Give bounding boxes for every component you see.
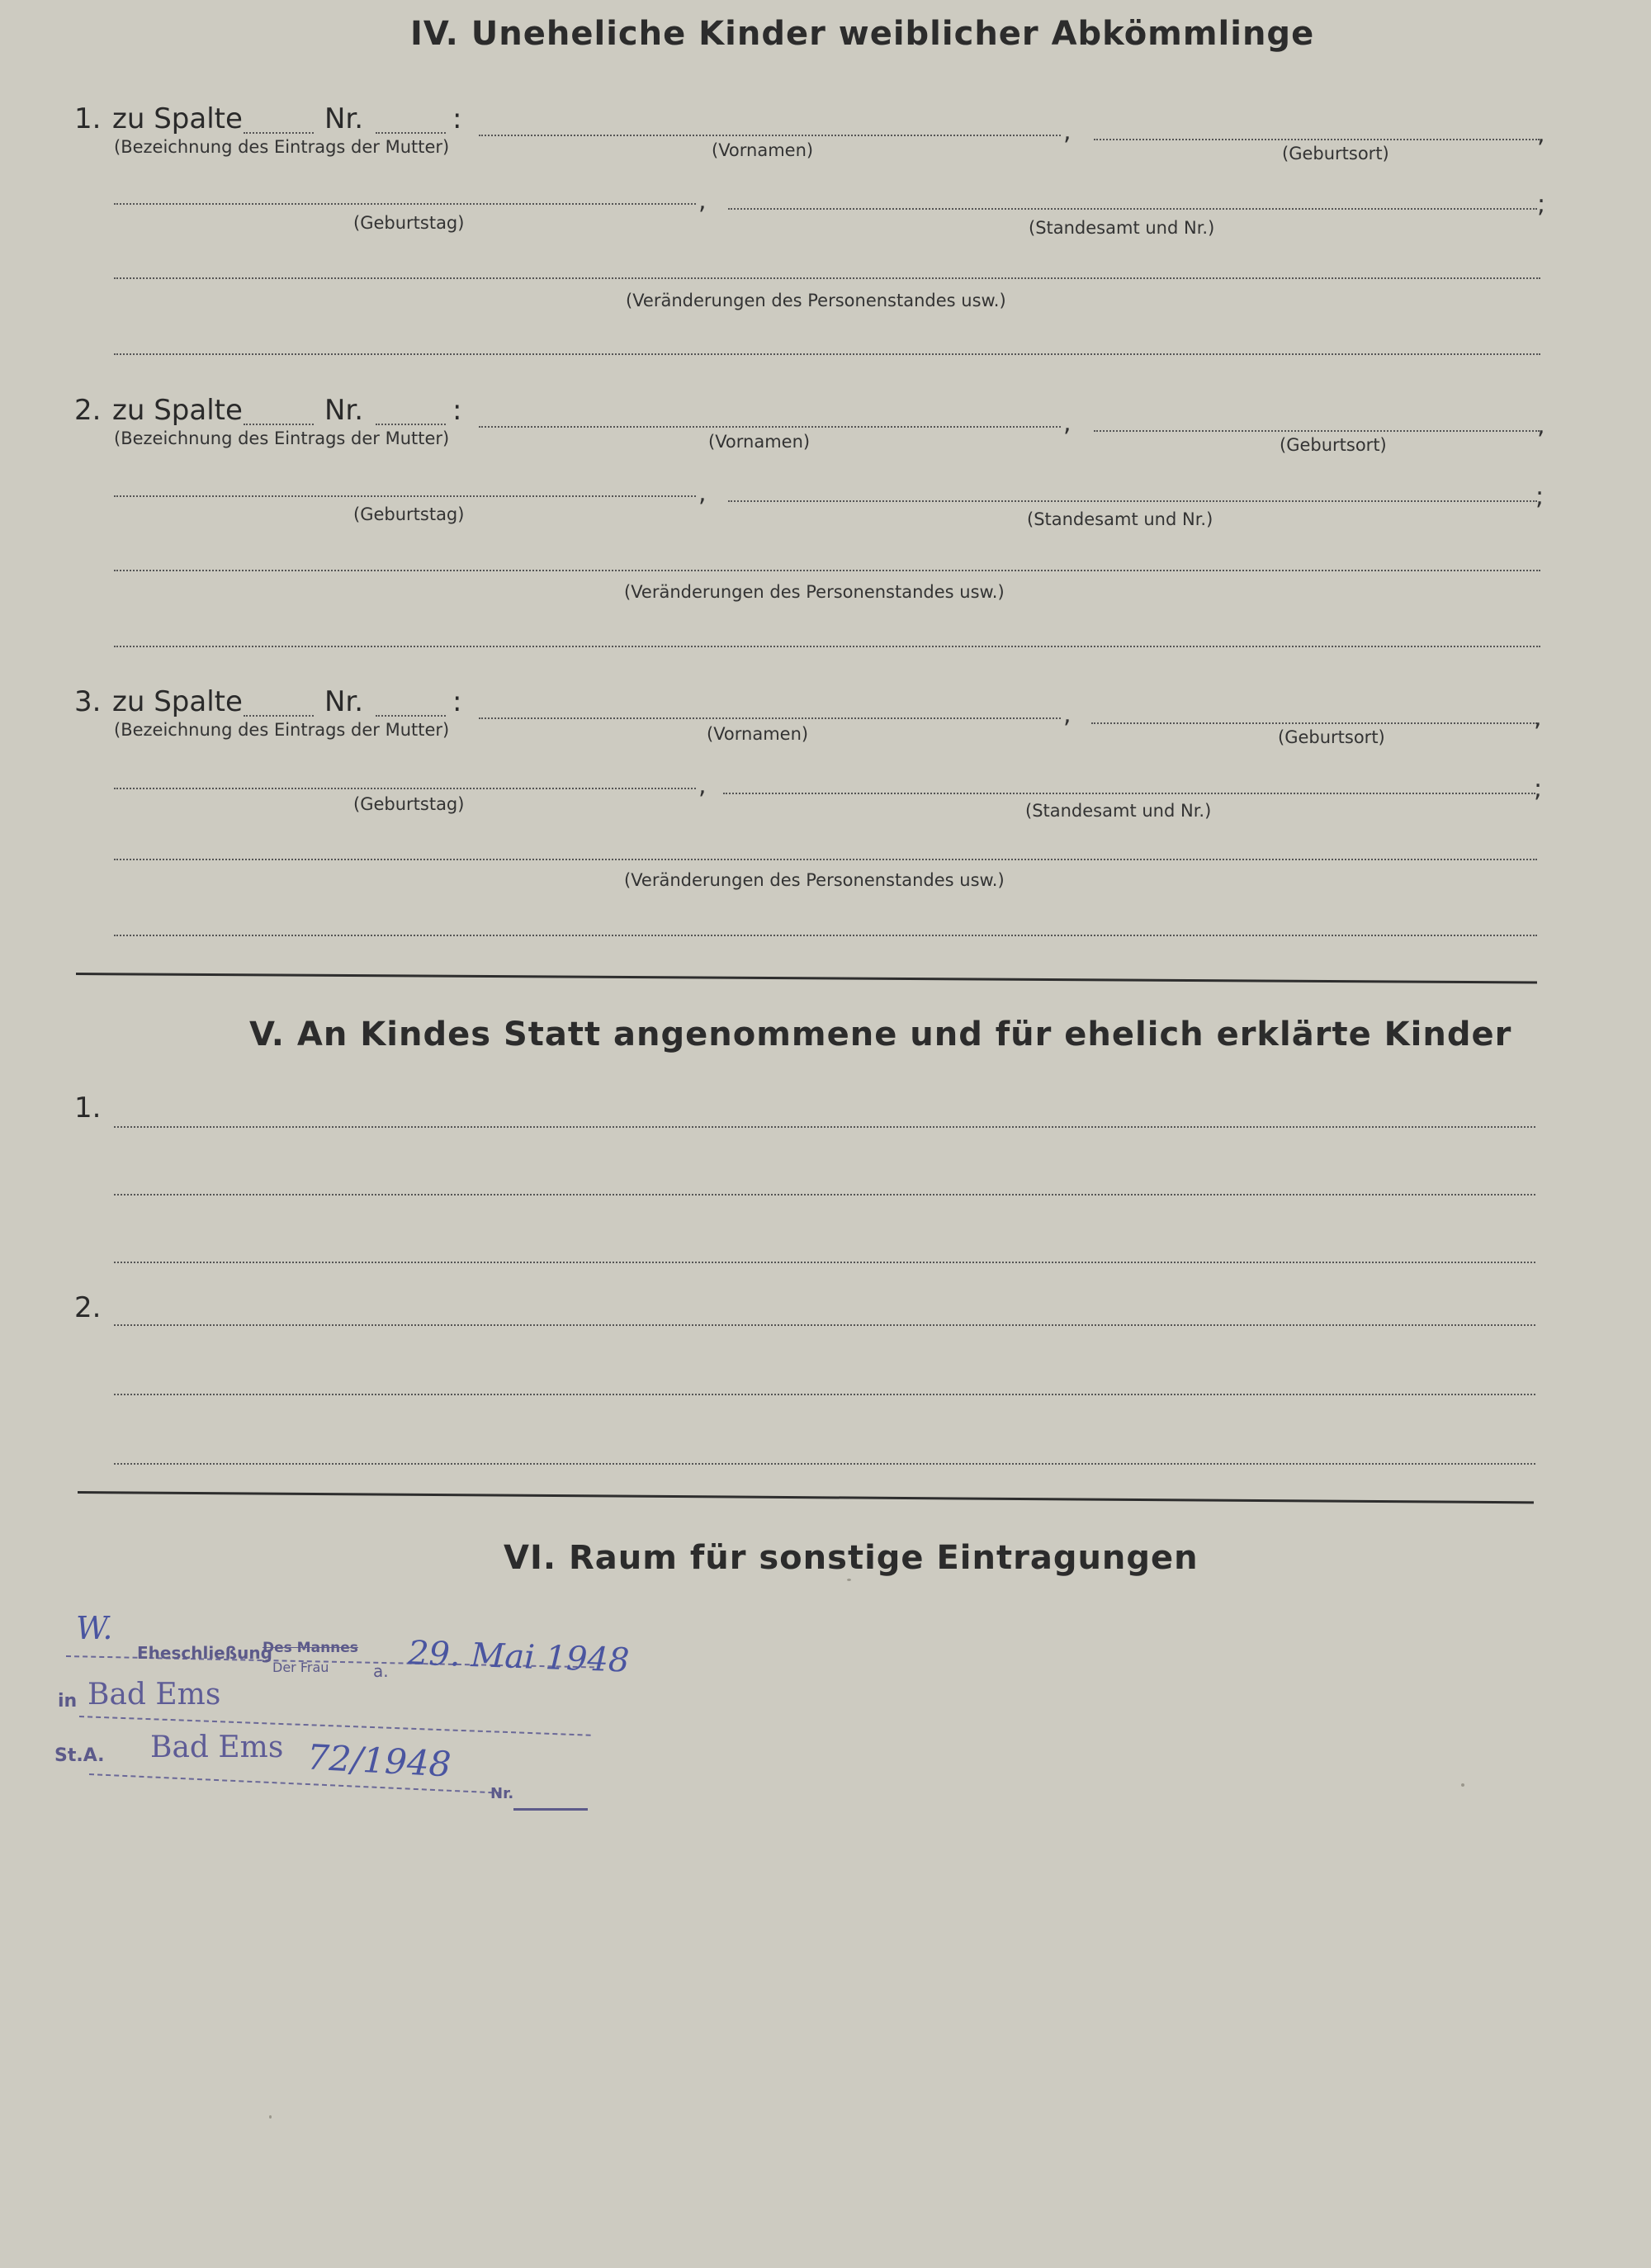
entry-1-spalte-field[interactable] [244,132,314,134]
entry-3-geburtstag-label: (Geburtstag) [353,794,465,814]
entry-1-zu-spalte: zu Spalte [112,102,243,135]
entry-2-number: 2. [74,394,102,427]
entry-3-vornamen-label: (Vornamen) [707,724,809,744]
entry-2-geburtsort-field[interactable] [1094,430,1540,432]
entry-1-geburtsort-label: (Geburtsort) [1282,144,1389,163]
paper-speck [1461,1783,1464,1787]
section-5-item-1-line-1[interactable] [114,1126,1535,1128]
entry-2-nr: Nr. [324,394,364,427]
entry-1-veraenderungen-field[interactable] [114,277,1540,279]
entry-3-geburtsort-label: (Geburtsort) [1278,727,1385,747]
entry-1-extra-line[interactable] [114,353,1540,355]
stamp-nr-label: Nr. [490,1785,514,1802]
entry-3-vornamen-field[interactable] [479,717,1061,719]
section-4-title: IV. Uneheliche Kinder weiblicher Abkömmlinge [410,15,1315,53]
entry-2-vornamen-label: (Vornamen) [708,432,811,452]
entry-2-zu-spalte: zu Spalte [112,394,243,427]
comma: , [1063,700,1071,729]
entry-1-nr-field[interactable] [376,132,446,134]
comma: , [1537,411,1545,440]
entry-1-nr: Nr. [324,102,364,135]
entry-3-bezeichnung-label: (Bezeichnung des Eintrags der Mutter) [114,720,450,740]
entry-2-veraenderungen-label: (Veränderungen des Personenstandes usw.) [624,582,1005,602]
entry-2-standesamt-label: (Standesamt und Nr.) [1027,509,1213,529]
entry-3-zu-spalte: zu Spalte [112,685,243,718]
comma: , [1063,409,1071,438]
entry-1-number: 1. [74,102,102,135]
section-5-title: V. An Kindes Statt angenommene und für ehelich erklärte Kinder [249,1016,1512,1054]
entry-2-spalte-field[interactable] [244,424,314,425]
entry-3-extra-line[interactable] [114,935,1537,936]
entry-3-geburtstag-field[interactable] [114,788,696,789]
entry-3-geburtsort-field[interactable] [1091,722,1537,724]
comma: , [698,187,707,215]
stamp-der-frau: Der Frau [272,1660,329,1675]
entry-2-colon: : [452,394,462,427]
stamp-in-place: Bad Ems [88,1678,221,1712]
semicolon: ; [1537,190,1546,219]
entry-1-colon: : [452,102,462,135]
comma: , [1534,703,1542,732]
entry-1-bezeichnung-label: (Bezeichnung des Eintrags der Mutter) [114,137,450,157]
entry-1-geburtstag-label: (Geburtstag) [353,213,465,233]
stamp-am: a. [373,1661,389,1681]
section-5-item-2-line-3[interactable] [114,1463,1535,1465]
entry-3-veraenderungen-field[interactable] [114,859,1537,860]
comma: , [1537,120,1545,149]
entry-2-nr-field[interactable] [376,424,446,425]
section-5-item-1-line-2[interactable] [114,1194,1535,1196]
semicolon: ; [1534,774,1543,803]
entry-2-extra-line[interactable] [114,646,1540,647]
stamp-sta-place: Bad Ems [150,1731,284,1764]
entry-1-vornamen-field[interactable] [479,135,1061,136]
entry-3-standesamt-label: (Standesamt und Nr.) [1025,801,1212,821]
stamp-date: 29. Mai 1948 [407,1634,631,1680]
stamp-ehe-label: Eheschließung [137,1643,272,1663]
stamp-sta-nr: 72/1948 [305,1736,452,1785]
stamp-sta-label: St.A. [54,1745,105,1766]
entry-3-number: 3. [74,685,102,718]
entry-1-vornamen-label: (Vornamen) [712,140,814,160]
entry-2-geburtstag-field[interactable] [114,495,696,497]
entry-1-geburtstag-field[interactable] [114,203,696,205]
entry-3-nr-field[interactable] [376,715,446,717]
entry-3-spalte-field[interactable] [244,715,314,717]
entry-1-standesamt-field[interactable] [728,208,1537,210]
entry-3-colon: : [452,685,462,718]
entry-2-geburtsort-label: (Geburtsort) [1280,435,1387,455]
section-5-item-2-line-1[interactable] [114,1324,1535,1326]
semicolon: ; [1535,482,1545,511]
entry-2-vornamen-field[interactable] [479,426,1061,428]
entry-3-standesamt-field[interactable] [723,793,1535,794]
entry-1-standesamt-label: (Standesamt und Nr.) [1029,218,1215,238]
section-6-title: VI. Raum für sonstige Eintragungen [504,1539,1199,1577]
section-divider-2 [78,1491,1534,1503]
entry-3-nr: Nr. [324,685,364,718]
entry-2-standesamt-field[interactable] [728,500,1537,502]
entry-1-veraenderungen-label: (Veränderungen des Personenstandes usw.) [626,291,1006,310]
stamp-prefix: W. [76,1610,113,1646]
paper-speck [847,1579,851,1581]
comma: , [1063,117,1071,146]
stamp-nr-underline [513,1808,588,1811]
stamp-des-mannes: Des Mannes [263,1640,358,1656]
section-5-item-2-line-2[interactable] [114,1394,1535,1395]
comma: , [698,771,707,800]
entry-3-veraenderungen-label: (Veränderungen des Personenstandes usw.) [624,870,1005,890]
section-5-item-1-line-3[interactable] [114,1262,1535,1263]
entry-2-geburtstag-label: (Geburtstag) [353,504,465,524]
section-5-item-1-number: 1. [74,1091,102,1125]
stamp-in-label: in [58,1691,78,1712]
entry-1-geburtsort-field[interactable] [1094,139,1540,140]
comma: , [698,479,707,508]
paper-speck [269,2115,272,2119]
section-divider-1 [76,973,1537,984]
entry-2-veraenderungen-field[interactable] [114,570,1540,571]
entry-2-bezeichnung-label: (Bezeichnung des Eintrags der Mutter) [114,429,450,448]
section-5-item-2-number: 2. [74,1291,102,1324]
